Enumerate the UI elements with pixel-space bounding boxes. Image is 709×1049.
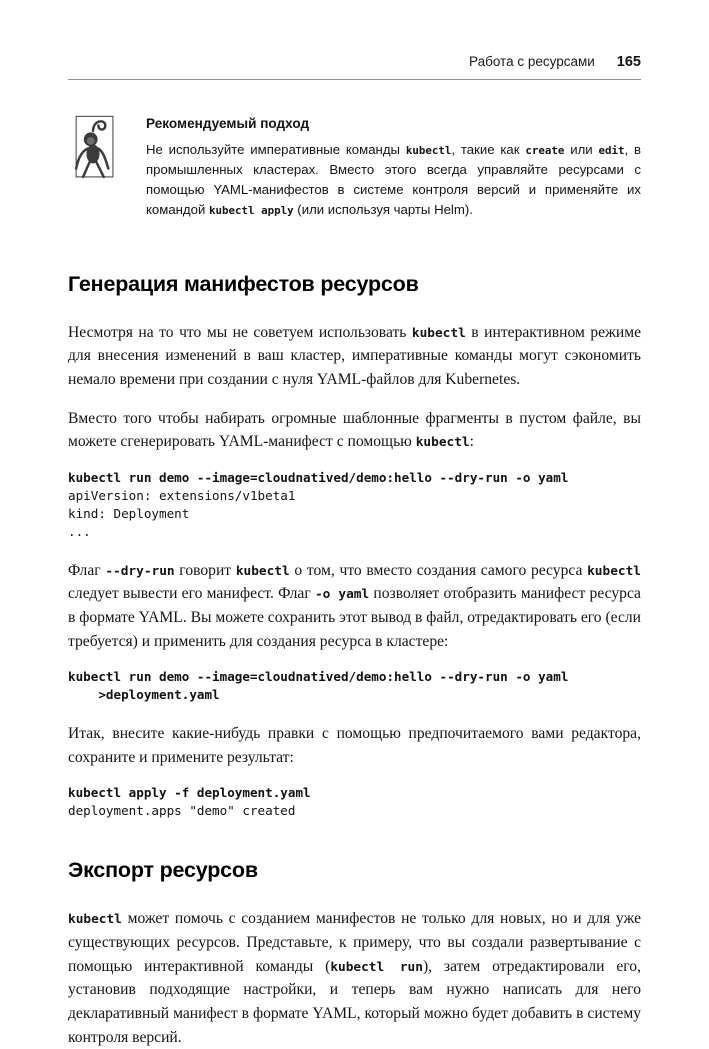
paragraph: Флаг --dry-run говорит kubectl о том, что вместо создания самого ресурса kubectl следует вывести его манифест. Флаг -o yaml позволяет отобразить манифест ресурса в формате YAML. Вы можете сохранить этот вывод в файл, отредактировать его (если требуется) и применить для создания ресурса в кластере: xyxy=(68,561,642,650)
paragraph: kubectl может помочь с созданием манифестов не только для новых, но и для уже существующих ресурсов. Представьте, к примеру, что вы создали развертывание с помощью интерактивной команды (kubectl run), затем отредактировали его, установив подходящие настройки, и теперь вам нужно написать для него декларативный манифест в формате YAML, который можно будет добавить в систему контроля версий. xyxy=(68,910,641,1046)
code-block-dry-run: kubectl run demo --image=cloudnatived/demo:hello --dry-run -o yaml apiVersion: extensions/v1beta1 kind: Deployment ... xyxy=(68,470,569,539)
paragraph: Несмотря на то что мы не советуем использовать kubectl в интерактивном режиме для внесения изменений в ваш кластер, императивные команды могут сэкономить немало времени при создании с нуля YAML-файлов для Kubernetes. xyxy=(68,323,642,388)
running-title: Работа с ресурсами xyxy=(469,54,595,69)
section-heading-resource-export: Экспорт ресурсов xyxy=(68,858,258,883)
paragraph: Итак, внесите какие-нибудь правки с помощью предпочитаемого вами редактора, сохраните и примените результат: xyxy=(68,725,641,766)
tip-box xyxy=(68,114,641,220)
code-block-apply: kubectl apply -f deployment.yaml deployment.apps "demo" created xyxy=(68,785,311,819)
monkey-icon xyxy=(70,114,116,220)
tip-content xyxy=(146,114,641,220)
page-header xyxy=(68,54,641,80)
section-heading-manifest-generation: Генерация манифестов ресурсов xyxy=(68,271,419,296)
page-number: 165 xyxy=(616,54,641,70)
tip-body: Не используйте императивные команды kubectl, такие как create или edit, в промышленных кластерах. Вместо этого всегда управляйте ресурсами с помощью YAML-манифестов в системе контроля версий и применяйте их командой kubectl apply (или используя чарты Helm). xyxy=(146,142,642,217)
tip-title: Рекомендуемый подход xyxy=(146,116,310,131)
code-block-redirect: kubectl run demo --image=cloudnatived/demo:hello --dry-run -o yaml >deployment.yaml xyxy=(68,669,569,703)
paragraph: Вместо того чтобы набирать огромные шаблонные фрагменты в пустом файле, вы можете сгенерировать YAML-манифест с помощью kubectl: xyxy=(68,409,641,451)
